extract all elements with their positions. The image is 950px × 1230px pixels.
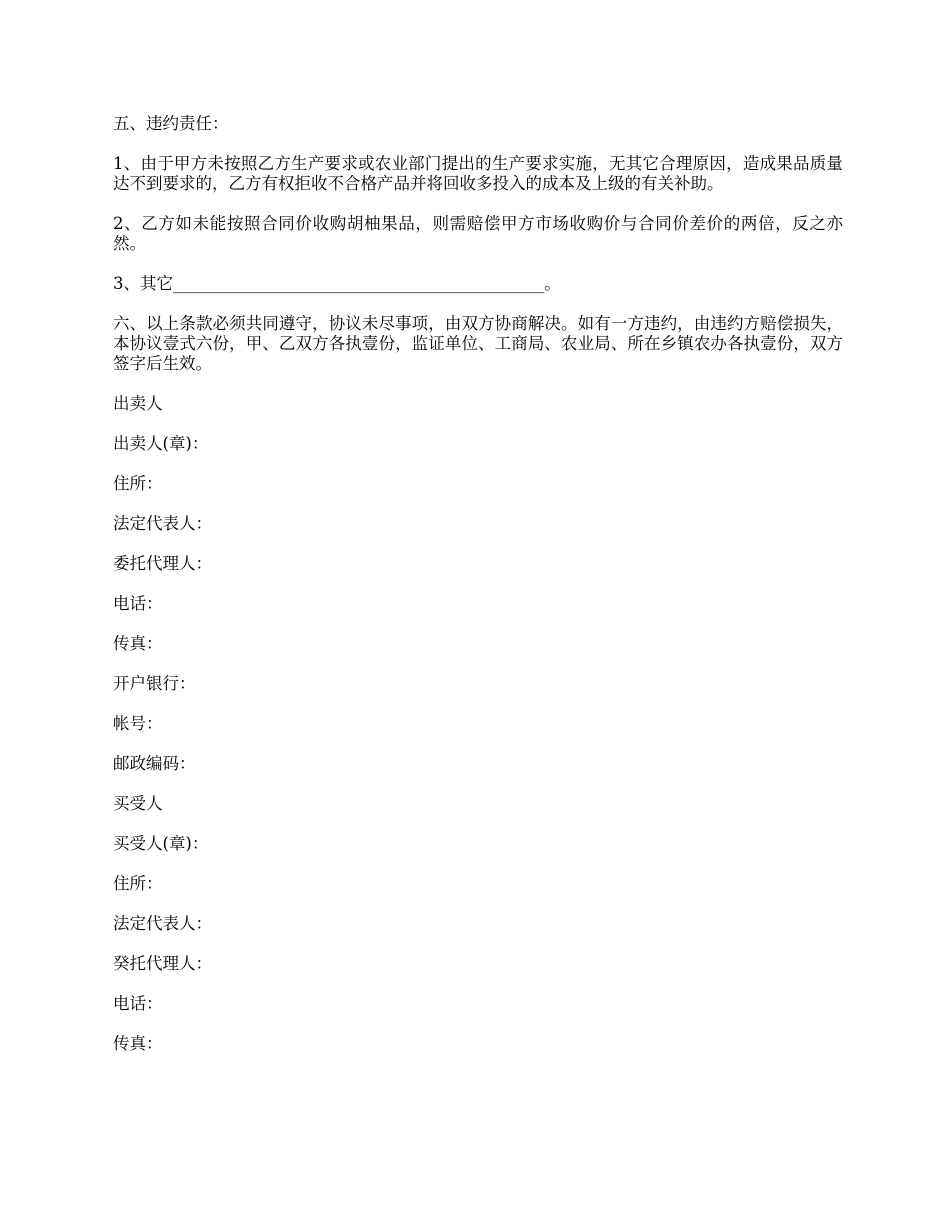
buyer-address-field: 住所：	[113, 874, 163, 893]
buyer-heading: 买受人	[113, 794, 163, 813]
document-body	[113, 114, 843, 1074]
seller-phone-field: 电话：	[113, 594, 163, 613]
seller-agent-field: 委托代理人：	[113, 554, 212, 573]
section-six: 六、以上条款必须共同遵守，协议未尽事项，由双方协商解决。如有一方违约，由违约方赔偿损失，本协议壹式六份，甲、乙双方各执壹份，监证单位、工商局、农业局、所在乡镇农办各执壹份，双方签字后生效。	[113, 314, 843, 373]
buyer-agent-field: 癸托代理人：	[113, 954, 212, 973]
section-five-heading: 五、违约责任：	[113, 114, 229, 133]
buyer-fax-field: 传真：	[113, 1034, 163, 1053]
clause-3: 3、其它_____________________________________________。	[113, 274, 561, 293]
seller-account-field: 帐号：	[113, 714, 163, 733]
seller-postcode-field: 邮政编码：	[113, 754, 196, 773]
clause-1: 1、由于甲方未按照乙方生产要求或农业部门提出的生产要求实施，无其它合理原因，造成果品质量达不到要求的，乙方有权拒收不合格产品并将回收多投入的成本及上级的有关补助。	[113, 154, 843, 193]
seller-legal-rep-field: 法定代表人：	[113, 514, 212, 533]
seller-address-field: 住所：	[113, 474, 163, 493]
buyer-phone-field: 电话：	[113, 994, 163, 1013]
clause-2: 2、乙方如未能按照合同价收购胡柚果品，则需赔偿甲方市场收购价与合同价差价的两倍，反之亦然。	[113, 214, 843, 253]
seller-seal-field: 出卖人(章)：	[113, 434, 209, 453]
seller-fax-field: 传真：	[113, 634, 163, 653]
seller-bank-field: 开户银行：	[113, 674, 196, 693]
buyer-legal-rep-field: 法定代表人：	[113, 914, 212, 933]
seller-heading: 出卖人	[113, 394, 163, 413]
buyer-seal-field: 买受人(章)：	[113, 834, 209, 853]
